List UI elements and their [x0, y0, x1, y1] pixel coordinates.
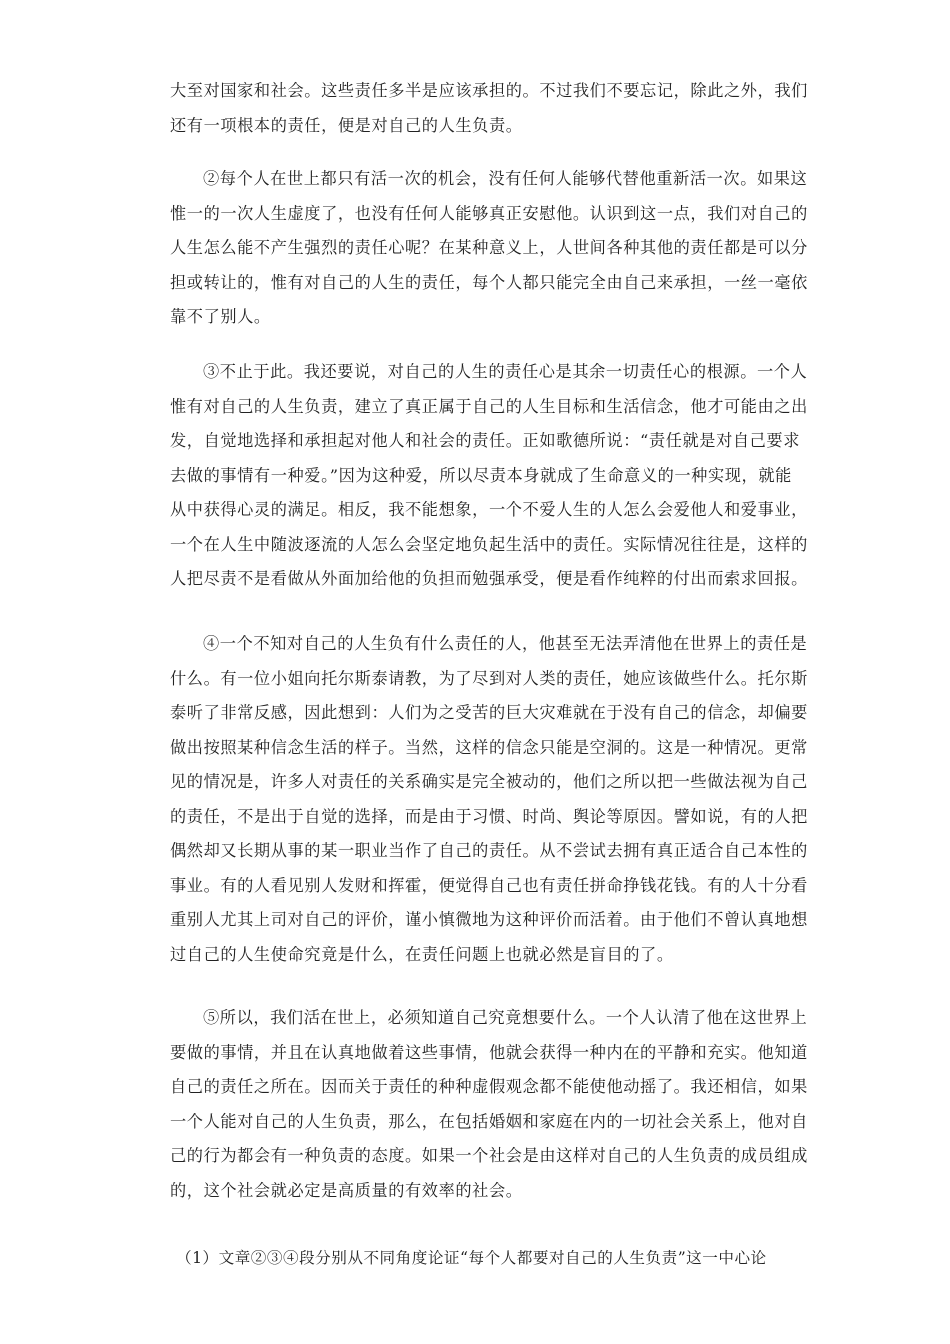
- text-line: 一个在人生中随波逐流的人怎么会坚定地负起生活中的责任。实际情况往往是，这样的: [170, 534, 808, 554]
- text-line: 过自己的人生使命究竟是什么，在责任问题上也就必然是盲目的了。: [170, 944, 674, 964]
- text-line: 人生怎么能不产生强烈的责任心呢？在某种意义上，人世间各种其他的责任都是可以分: [170, 238, 808, 257]
- text-line: 的责任，不是出于自觉的选择，而是由于习惯、时尚、舆论等原因。譬如说，有的人把: [170, 806, 808, 826]
- text-line: 惟有对自己的人生负责，建立了真正属于自己的人生目标和生活信念，他才可能由之出: [170, 396, 808, 416]
- text-line: 什么。有一位小姐向托尔斯泰请教，为了尽到对人类的责任，她应该做些什么。托尔斯: [170, 668, 808, 688]
- text-line: 去做的事情有一种爱。”因为这种爱，所以尽责本身就成了生命意义的一种实现，就能: [170, 465, 792, 485]
- text-line: ⑤所以，我们活在世上，必须知道自己究竟想要什么。一个人认清了他在这世界上: [203, 1008, 808, 1027]
- text-line: 偶然却又长期从事的某一职业当作了自己的责任。从不尝试去拥有真正适合自己本性的: [170, 841, 808, 860]
- text-line: 一个人能对自己的人生负责，那么，在包括婚姻和家庭在内的一切社会关系上，他对自: [170, 1111, 808, 1131]
- text-line: ④一个不知对自己的人生负有什么责任的人，他甚至无法弄清他在世界上的责任是: [203, 634, 808, 653]
- text-line: 惟一的一次人生虚度了，也没有任何人能够真正安慰他。认识到这一点，我们对自己的: [170, 203, 808, 223]
- paragraph-3: [170, 355, 810, 597]
- text-line: 还有一项根本的责任，便是对自己的人生负责。: [170, 115, 523, 135]
- text-line: 大至对国家和社会。这些责任多半是应该承担的。不过我们不要忘记，除此之外，我们: [170, 81, 808, 100]
- text-line: 从中获得心灵的满足。相反，我不能想象，一个不爱人生的人怎么会爱他人和爱事业，: [170, 500, 808, 519]
- intro-paragraph: [170, 74, 810, 143]
- text-line: ②每个人在世上都只有活一次的机会，没有任何人能够代替他重新活一次。如果这: [203, 169, 808, 188]
- text-line: 靠不了别人。: [170, 307, 271, 326]
- text-line: ③不止于此。我还要说，对自己的人生的责任心是其余一切责任心的根源。一个人: [203, 362, 808, 381]
- text-line: 事业。有的人看见别人发财和挥霍，便觉得自己也有责任拼命挣钱花钱。有的人十分看: [170, 875, 808, 895]
- text-line: 的，这个社会就必定是高质量的有效率的社会。: [170, 1180, 523, 1200]
- text-line: 见的情况是，许多人对责任的关系确实是完全被动的，他们之所以把一些做法视为自己: [170, 772, 808, 791]
- text-line: 要做的事情，并且在认真地做着这些事情，他就会获得一种内在的平静和充实。他知道: [170, 1042, 808, 1062]
- paragraph-4: [170, 627, 810, 972]
- text-line: 做出按照某种信念生活的样子。当然，这样的信念只能是空洞的。这是一种情况。更常: [170, 737, 808, 757]
- text-line: 担或转让的，惟有对自己的人生的责任，每个人都只能完全由自己来承担，一丝一毫依: [170, 272, 808, 292]
- text-line: 重别人尤其上司对自己的评价，谨小慎微地为这种评价而活着。由于他们不曾认真地想: [170, 910, 808, 929]
- paragraph-2: [170, 162, 810, 335]
- question-1: （1）文章②③④段分别从不同角度论证“每个人都要对自己的人生负责”这一中心论: [176, 1249, 767, 1267]
- text-line: 泰听了非常反感，因此想到：人们为之受苦的巨大灾难就在于没有自己的信念，却偏要: [170, 703, 808, 722]
- paragraph-5: [170, 1001, 810, 1208]
- text-line: 己的行为都会有一种负责的态度。如果一个社会是由这样对自己的人生负责的成员组成: [170, 1146, 808, 1165]
- text-line: 自己的责任之所在。因而关于责任的种种虚假观念都不能使他动摇了。我还相信，如果: [170, 1077, 808, 1096]
- text-line: 发，自觉地选择和承担起对他人和社会的责任。正如歌德所说：“责任就是对自己要求: [170, 431, 801, 450]
- text-line: 人把尽责不是看做从外面加给他的负担而勉强承受，便是看作纯粹的付出而索求回报。: [170, 569, 808, 588]
